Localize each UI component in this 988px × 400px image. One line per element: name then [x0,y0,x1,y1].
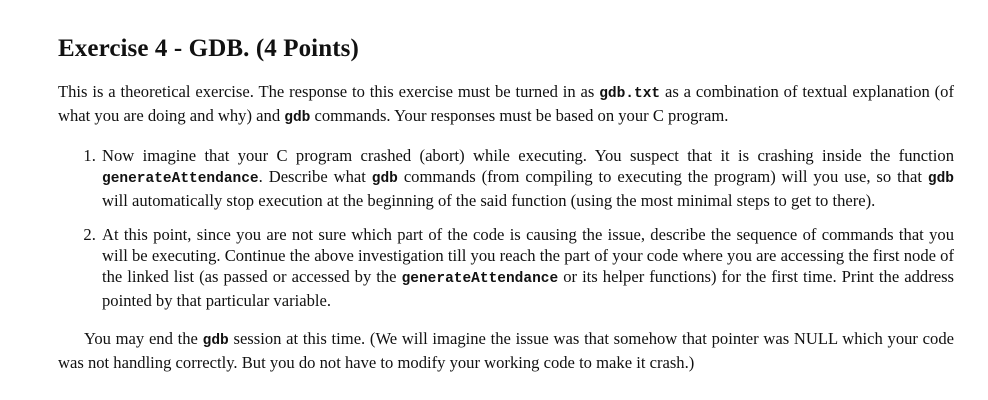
gdb-command-term: gdb [202,333,229,349]
question-list [58,145,954,311]
function-name: generateAttendance [102,171,259,187]
q2-text-2: or its helper functions) for the first time. Print the address pointed by that particular variable. [102,267,954,310]
gdb-command-term: gdb [371,171,398,187]
closing-text-2: session at this time. (We will imagine the issue was that somehow that pointer was NULL which your code was not handling correctly. But you do not have to modify your working code to make it crash.) [58,329,955,372]
exercise-page [58,30,954,373]
q2-text-1: At this point, since you are not sure which part of the code is causing the issue, describe the sequence of commands that you will be executing. Continue the above investigation till you reach the part of your code where you are accessing the first node of the linked list (as passed or accessed by the [102,225,954,286]
closing-text-1: You may end the [84,329,203,348]
exercise-title: Exercise 4 - GDB. (4 Points) [58,35,359,62]
q1-text-3: commands (from compiling to executing the program) will you use, so that [397,167,928,186]
gdb-command-term: gdb [927,171,954,187]
q1-text-1: Now imagine that your C program crashed (abort) while executing. You suspect that it is crashing inside the function [102,146,954,165]
q1-text-2: . Describe what [258,167,372,186]
closing-paragraph [58,328,954,373]
intro-text-1: This is a theoretical exercise. The response to this exercise must be turned in as [58,82,600,101]
intro-paragraph [58,81,954,129]
filename-gdb-txt: gdb.txt [599,86,661,102]
function-name: generateAttendance [401,271,559,287]
question-item-1 [100,145,954,211]
q1-text-4: will automatically stop execution at the beginning of the said function (using the most minimal steps to get to there). [102,191,876,210]
intro-text-2: as a combination of textual explanation (of what you are doing and why) and [58,82,954,125]
intro-text-3: commands. Your responses must be based on your C program. [310,106,729,125]
question-item-2 [100,224,954,311]
gdb-command-term: gdb [284,110,311,126]
